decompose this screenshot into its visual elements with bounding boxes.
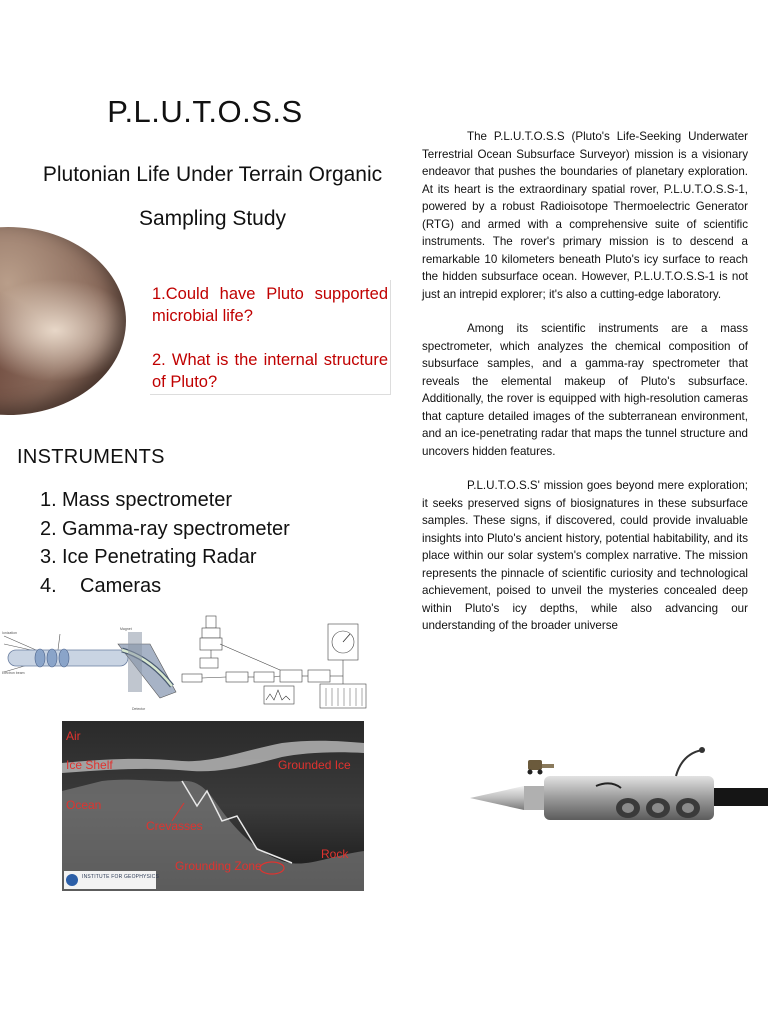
page-subtitle [0,153,425,241]
pluto-image [0,227,126,415]
instrument-label: Ice Penetrating Radar [62,546,257,569]
research-questions-box [150,280,391,395]
instrument-item [40,543,290,572]
rover-probe-illustration [466,742,768,832]
gamma-spectrometer-schematic [180,614,390,724]
body-paragraph: The P.L.U.T.O.S.S (Pluto's Life-Seeking Underwater Terrestrial Ocean Subsurface Surveyor) mission is a visionary endeavor that pushes the boundaries of planetary exploration. At its heart is the extraordinary spatial rover, P.L.U.T.O.S.S-1, powered by a robust Radioisotope Thermoelectric Generator (RTG) and armed with a comprehensive suite of scientific instruments. The rover's primary mission is to descend a remarkable 10 kilometers beneath Pluto's icy surface to reach the hidden subsurface ocean. However, P.L.U.T.O.S.S-1 is not just an intrepid explorer; it's also a cutting-edge laboratory. [422,130,748,301]
body-paragraph: P.L.U.T.O.S.S' mission goes beyond mere exploration; it seeks preserved signs of biosignatures in these subsurface samples. These signs, if discovered, could provide invaluable insights into Pluto's ancient history, potential habitability, and its place within our solar system's complex narrative. The mission represents the pinnacle of scientific curiosity and technological achievement, poised to unveil the mysteries concealed deep within Pluto's icy depths, while also advancing our understanding of the broader universe [422,479,748,632]
page-title: P.L.U.T.O.S.S [107,94,303,129]
instrument-item [40,572,290,601]
instrument-label: Cameras [80,574,162,597]
instrument-number: 3. [40,546,57,569]
label-ocean: Ocean [66,798,102,812]
svg-text:Magnet: Magnet [120,627,132,631]
subtitle-line-1: Plutonian Life Under Terrain Organic [42,163,383,186]
mission-description [422,128,748,652]
mass-spectrometer-diagram [0,614,178,716]
subtitle-line-2: Sampling Study [138,207,287,230]
instrument-number: 1. [40,489,57,511]
instrument-number: 2. [40,517,57,540]
research-question-1: 1.Could have Pluto supported microbial life? [152,285,388,325]
label-ice-shelf: Ice Shelf [66,758,113,772]
instrument-item [40,486,290,515]
instrument-label: Mass spectrometer [62,489,233,511]
instrument-label: Gamma-ray spectrometer [62,517,290,540]
label-air: Air [66,729,81,743]
body-paragraph: Among its scientific instruments are a mass spectrometer, which analyzes the chemical composition of subsurface samples, and a gamma-ray spectrometer that reveals the elemental makeup of Pluto's subsurface. Additionally, the rover is equipped with high-resolution cameras that capture detailed images of the subterranean environment, and an ice-penetrating radar that maps the tunnel structure and uncovers hidden features. [422,322,748,458]
svg-text:Detector: Detector [132,707,146,711]
label-crevasses: Crevasses [146,819,203,833]
label-grounding-zone: Grounding Zone [175,859,262,873]
instrument-number: 4. [40,574,57,597]
label-grounded-ice: Grounded Ice [278,758,351,772]
label-rock: Rock [321,847,349,861]
radar-figure [62,721,364,891]
svg-text:Ionization: Ionization [2,631,17,635]
instruments-heading: INSTRUMENTS [17,446,165,468]
instrument-list [40,486,290,600]
research-question-2: 2. What is the internal structure of Pluto? [152,351,388,391]
institute-logo-text: INSTITUTE FOR GEOPHYSICS [82,874,160,880]
svg-text:Electron beam: Electron beam [2,671,25,675]
instrument-item [40,515,290,544]
